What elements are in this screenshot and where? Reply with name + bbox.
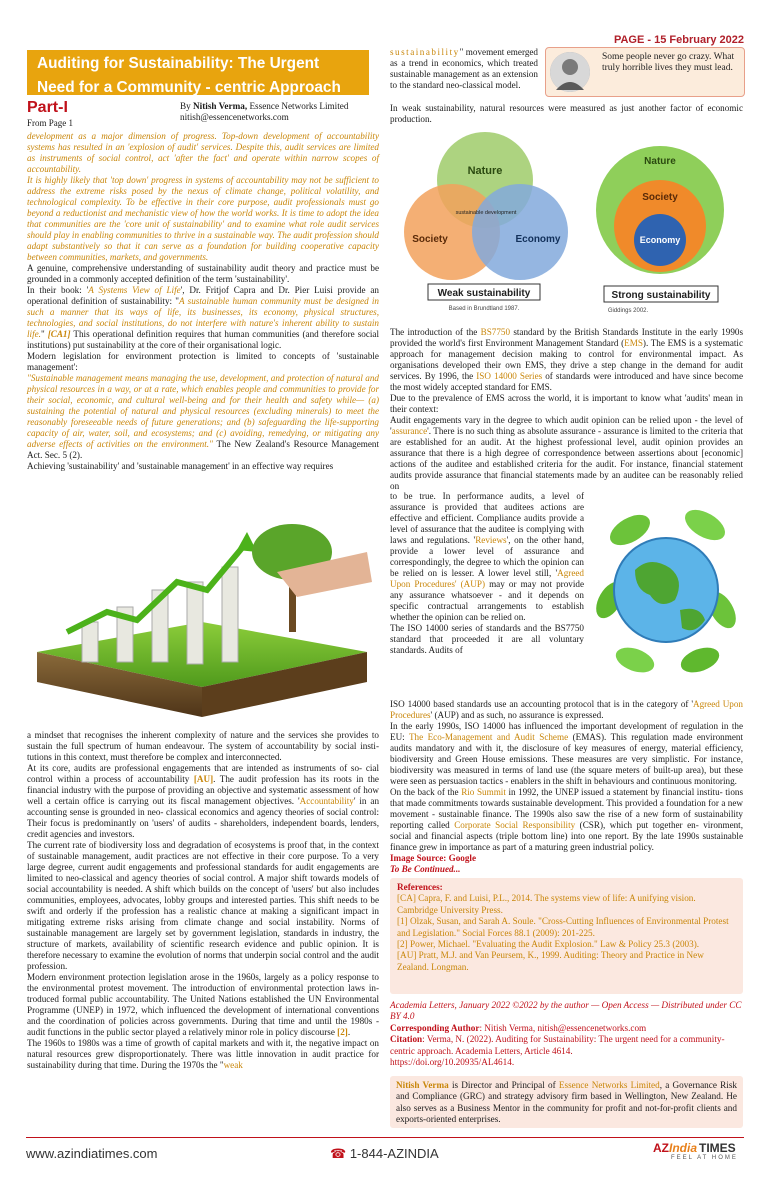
paragraph-ems-prevalence: Due to the prevalence of EMS across the world, it is important to know what 'audits' mean in their context: [390,392,743,414]
author-email[interactable]: nitish@essencenetworks.com [180,112,289,122]
headline-box [27,50,369,95]
weak-source-label: Based in Brundtland 1987. [448,306,520,312]
bs7750-link[interactable]: BS7750 [480,327,511,337]
byline [180,101,390,123]
growth-illustration [27,512,379,722]
paragraph-mindset: a mindset that recognises the inherent complexity of nature and the services she provides to sustain the full spectrum of human endeavour. The system of accountability by social insti- tutions in this context, must therefore be complex and interconnected. [27,730,379,762]
paragraph-1960s: Modern environment protection legislation arose in the 1960s, largely as a policy response to the environmental protest movement. The introduction of environmental protection laws in- troduced formal public accountability. The United Nations established the UN Environmental Programme (UNEP) in 1972, which influenced the development of international conventions and the coordination of policies across governments. During that time and until the 1980s - audit functions in the public sector played a relatively minor role in policy discourse [2]. [27,971,379,1037]
strong-society-label: Society [642,192,678,203]
emas-link[interactable]: The Eco-Management and Audit Scheme [408,731,569,742]
weak-sustainability-label: Weak sustainability [437,288,531,299]
aup-link[interactable]: Agreed Upon Procedures' (AUP) [390,567,584,589]
author-bio: Nitish Verma is Director and Principal of Essence Networks Limited, a Governance Risk and Compliance (GRC) and strategy advisory firm based in Wellington, New Zealand. He also serves as a Business Mentor in the community for profit and not-for-profit clients and exports-oriented enterprises. [396,1080,737,1125]
reference-2[interactable]: [2] Power, Michael. "Evaluating the Audit Explosion." Law & Policy 25.3 (2003). [397,939,700,950]
strong-sustainability-label: Strong sustainability [611,290,711,301]
ref-2-link[interactable]: [2] [337,1026,348,1037]
doi-link[interactable]: https://doi.org/10.20935/AL4614. [390,1057,515,1068]
center-label: sustainable development [455,210,517,216]
reference-1[interactable]: [1] Olzak, Susan, and Sarah A. Soule. "Cross-Cutting Influences of Environmental Protest and Legislation." Social Forces 88.1 (2009): 201-225. [397,916,729,938]
citation: Citation: Verma, N. (2022). Auditing for Sustainability: The urgent need for a community-centric approach. Academia Letters, Article 4614. [390,1034,725,1056]
from-page-label: From Page 1 [27,118,73,128]
author-bio-box [390,1076,743,1128]
license-text: Academia Letters, January 2022 ©2022 by the author — Open Access — Distributed under CC BY 4.0 [390,1000,742,1022]
paragraph-rio: On the back of the Rio Summit in 1992, the UNEP issued a statement by financial institu- tions that made commitments towards sustainable development. This provided a foundation for a new movement - sustainable finance. The 1990s also saw the rise of a new form of sustainability reporting called Corporate Social Responsibility (CSR), which put together en- vironment, social and financial aspects (triple bottom line) into one report. By the late 1990s sustainable finance grew in importance as part of a maturing green industrial policy. [390,786,744,852]
headline-line-2: Need for a Community - centric Approach [37,79,341,96]
strong-source-label: Giddings 2002. [607,308,649,314]
weak-nature-label: Nature [467,165,503,177]
paragraph-definition: A genuine, comprehensive understanding of sustainability audit theory and practice must be grounded in a commonly accepted definition of the term 'sustainability'. [27,262,379,284]
right-column-mid [390,327,743,492]
bio-author-name: Nitish Verma [396,1080,449,1090]
weak-economy-label: Economy [515,234,561,245]
paragraph-rma-quote: "Sustainable management means managing the use, development, and protection of natural and physical resources in a way, or at a rate, which enables people and communities to provide for their social, economic, and cultural well-being and for their health and safety while— (a) sustaining the potential of natural and physical resources (excluding minerals) to meet the reasonably foreseeable needs of future generations; and (b) safeguarding the life-supporting capacity of air, water, soil, and ecosystems; and (c) avoiding, remedying, or mitigating any adverse effects of activities on the environment." The New Zealand's Resource Management Act. Sec. 5 (2). [27,372,379,460]
references-title: References: [397,882,443,892]
paragraph-aup: ISO 14000 based standards use an accounting protocol that is in the category of 'Agreed Upon Procedures' (AUP) and as such, no assurance is expressed. [390,699,743,720]
paragraph-audit-core: At its core, audits are professional engagements that are intended as instruments of so- cial control within a process of accountability [AU]. The audit profession has its roots in the financial industry with the purpose of providing an objective and systematic assessment of how well a certain office is carrying out its fiscal management objectives. 'Accountability' in an accounting sense is grounded in neo- classical economics and agency theories of social control: Their focus is predominantly on 'users' of audits - shareholders, independent boards, lenders, credit agencies and investors. [27,762,380,839]
footer-phone-number: 1-844-AZINDIA [349,1146,439,1161]
logo-az: AZ [653,1141,669,1155]
rio-summit-link[interactable]: Rio Summit [461,786,506,797]
accountability-link[interactable]: Accountability [299,795,354,806]
logo-india: India [669,1141,698,1155]
right-top-narrow: sustainability" movement emerged as a trend in economics, which treated sustainable management as an extension to the standard neo-classical model. [390,47,538,90]
assurance-link[interactable]: assurance [391,425,428,436]
strong-economy-label: Economy [639,235,681,245]
left-column-bottom [27,730,379,1071]
ref-au-link[interactable]: [AU] [193,773,214,784]
references-box [390,878,743,994]
quote-text: Some people never go crazy. What truly horrible lives they must lead. [602,52,735,73]
paragraph-biodiversity: The current rate of biodiversity loss and degradation of ecosystems is proof that, in the context of sustainable management, audit practices are not effective in their core purpose. To a very large degree, current audit engagements and professional standards for audit engagements are limited to neo-classical and agency theories of social control. A major shift towards models of social accountability is needed. A shift which builds on the concept of 'users' but also includes communities, employees, advocates, lobby groups and interested parties. This shift needs to be swift and orderly if the profession has a realistic chance at making a significant impact in mitigating extreme risks arising from climate change and social instability. Norms of sustainable management are largely set by government legislation, standards in industry, the structure of markets, availability of scientific research evidence and public opinion. It is therefore necessary to examine the evolution of norms that underpin social control and the audit profession. [27,839,379,971]
paragraph-weak-sustainability: In weak sustainability, natural resources were measured as just another factor of economic production. [390,103,743,124]
footer-phone[interactable] [330,1146,439,1162]
paragraph-achieving: Achieving 'sustainability' and 'sustainable management' in an effective way requires [27,460,334,471]
bio-org-link[interactable]: Essence Networks Limited [558,1080,660,1090]
paragraph-capital-markets: The 1960s to 1980s was a time of growth of capital markets and with it, the negative impact on natural resources grew disproportionately. There was little innovation in audit practice for sustainability during that time. During the 1970s the "weak [27,1037,379,1070]
weak-society-label: Society [412,234,448,245]
paragraph-bs7750: The introduction of the BS7750 standard by the British Standards Institute in the early 1990s provided the world's first Environment Management Standard (EMS). The EMS is a systematic approach for management decision making to control for environmental impact. As organisations developed their own EMS, they drive a step change in the demand for audit services. By 1996, the ISO 14000 Series of standards were introduced and have since become the most widely accepted standard for EMS. [390,327,743,392]
author-name: Nitish Verma, [193,101,248,111]
csr-link[interactable]: Corporate Social Responsibility [454,819,576,830]
strong-nature-label: Nature [644,156,676,167]
headline-line-1: Auditing for Sustainability: The Urgent [37,55,320,72]
iso14000-link[interactable]: ISO 14000 Series [476,370,543,381]
right-column-narrow [390,491,584,656]
author-portrait-icon [550,52,590,92]
weak-link[interactable]: weak [223,1059,243,1070]
paragraph-legislation: Modern legislation for environment protection is limited to concepts of 'sustainable management': [27,350,379,372]
book-link[interactable]: A Systems View of Life [88,284,181,295]
footer-rule [26,1137,744,1138]
right-top-wide [390,103,743,125]
part-label: Part-I [27,99,68,116]
sustainability-diagram [390,130,743,322]
author-org: Essence Networks Limited [249,101,349,111]
paragraph-emas: In the early 1990s, ISO 14000 has influenced the important development of regulation in the EU: The Eco-Management and Audit Scheme (EMAS). This regulation made environment audits mandatory and with it, the disclosure of key measures of energy, material efficiency, biodiversity and Green House emissions. These measures are very simplistic. For instance, biodiversity was measured in terms of land use (the square meters of built-up area), but these were seen as persuasion tactics - enablers in the shift in behaviours and continuous monitoring. [390,720,743,786]
left-column-top [27,131,379,472]
image-source: Image Source: Google [390,852,476,863]
ref-ca1-link[interactable]: [CA1] [47,328,71,339]
quote-box [545,47,745,97]
corresponding-author: Corresponding Author: Nitish Verma, nitish@essencenetworks.com [390,1022,647,1033]
footer-website[interactable]: www.azindiatimes.com [26,1146,158,1161]
citation-block [390,1000,743,1068]
to-be-continued: To Be Continued... [390,863,461,874]
az-india-times-logo [653,1142,743,1168]
ems-link[interactable]: EMS [624,337,643,348]
sustainability-link[interactable]: sustainability [390,47,460,57]
byline-prefix: By [180,101,191,111]
paragraph-iso-voluntary: The ISO 14000 series of standards and the BS7750 standard that proceeded it are all voluntary standards. Audits of [390,622,584,655]
logo-times: TIMES [699,1141,736,1155]
globe-illustration [590,500,740,680]
right-column-lower [390,699,743,875]
paragraph-capra: In their book: 'A Systems View of Life', Dr. Fritjof Capra and Dr. Pier Luisi provide an operational definition of sustainability: "A sustainable human community must be designed in such a manner that its ways of life, its businesses, its economy, physical structures, technologies, and social institutions, do not interfere with nature's inherent ability to sustain life." [CA1] This operational definition requires that human communities (and therefore social institutions) put sustainability at the core of their organisational logic. [27,284,379,350]
intro-paragraph-1: development as a major dimension of progress. Top-down development of accountability systems has resulted in an 'explosion of audit' services. Despite this, audit services are limited as instruments of social control, act 'after the fact' and operate within narrow scopes of accountability. [27,131,379,174]
logo-tagline: FEEL AT HOME [671,1155,738,1161]
paragraph-performance-audits: to be true. In performance audits, a level of assurance is provided that auditees actions are effective and efficient. Compliance audits provide a level of assurance that the auditee is complying with laws and regulations. 'Reviews', on the other hand, provide a lower level of assurance and correspondingly, the degree to which the opinion can be relied on is lesser. A lower level still, 'Agreed Upon Procedures' (AUP) may or may not provide any assurance whatsoever - and it depends on specific contractual arrangements to establish whether the opinion can be relied on. [390,491,585,622]
reference-ca[interactable]: [CA] Capra, F. and Luisi, P.L., 2014. The systems view of life: A unifying vision. Cambridge University Press. [397,893,696,915]
phone-icon: ☎ [330,1146,347,1161]
reference-au[interactable]: [AU] Pratt, M.J. and Van Peursem, K., 1999. Auditing: Theory and Practice in New Zealand. Longman. [397,950,704,972]
paragraph-assurance: Audit engagements vary in the degree to which audit opinion can be relied upon - the level of 'assurance'. There is no such thing as absolute assurance - assurance is limited to the criteria that are established for an audit. At the highest professional level, audit opinion provides an assurance that there is a high degree of correspondence between assertions about [economic] actions of the auditee and established criteria for the audit. For instance, financial statement audits provide assurance that financial statements made by an auditee can be reasonably relied on [390,414,743,491]
aup-link-2[interactable]: Agreed Upon Procedures [390,699,743,720]
intro-paragraph-2: It is highly likely that 'top down' progress in systems of accountability may not be sufficient to address the extreme risks posed by the nexus of climate change, political volatility, and technological complexity. To be effective in their core purpose, audit professionals must go beyond a reductionist and mechanistic view of how the world works. It is time to adopt the idea that communities are the 'core unit of sustainability' and to examine what role audit services should play in enabling communities to thrive in a sustainable way. The audit profession should adapt substantively so that it can serve as a foundation for building cooperative capacity between communities, markets, and governments. [27,174,379,262]
page-date: PAGE - 15 February 2022 [613,34,744,46]
reviews-link[interactable]: Reviews [475,534,507,545]
